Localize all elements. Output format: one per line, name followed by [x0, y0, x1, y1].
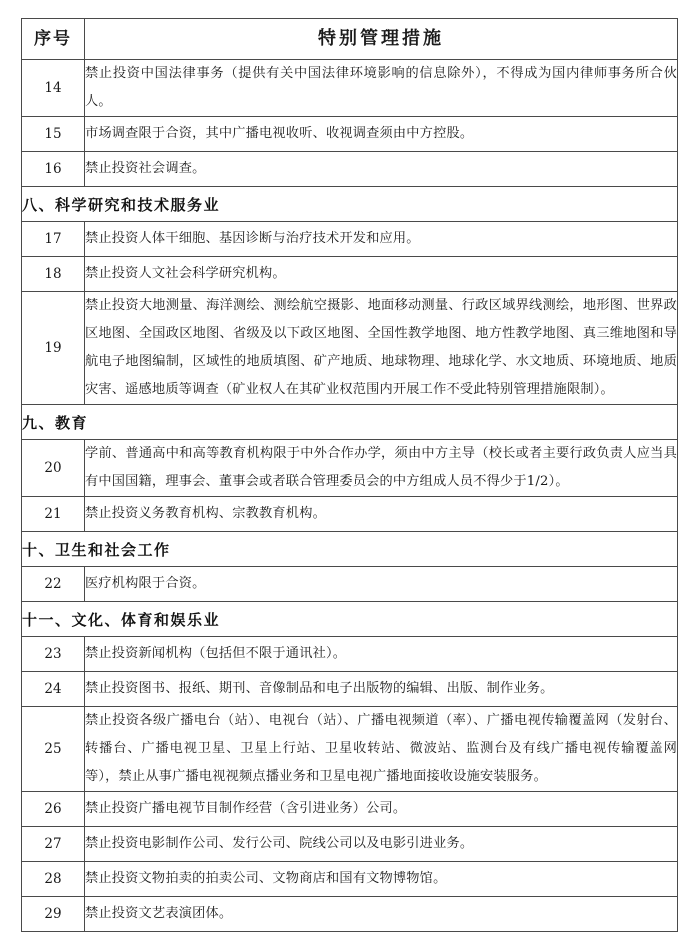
measure-text: 禁止投资社会调查。: [85, 152, 678, 187]
column-header-serial-number: 序号: [22, 19, 85, 60]
measure-text: 禁止投资人体干细胞、基因诊断与治疗技术开发和应用。: [85, 222, 678, 257]
section-header-cell: [22, 187, 678, 222]
measure-serial-number: 14: [22, 60, 85, 117]
table-row: [22, 292, 678, 405]
measure-serial-number: 15: [22, 117, 85, 152]
measure-text: 禁止投资大地测量、海洋测绘、测绘航空摄影、地面移动测量、行政区域界线测绘，地形图、世界政区地图、全国政区地图、省级及以下政区地图、全国性教学地图、地方性教学地图、真三维地图和导航电子地图编制，区域性的地质填图、矿产地质、地球物理、地球化学、水文地质、环境地质、地质灾害、遥感地质等调查（矿业权人在其矿业权范围内开展工作不受此特别管理措施限制）。: [85, 292, 678, 405]
section-title: 十、卫生和社会工作: [22, 540, 171, 559]
section-header-cell: [22, 405, 678, 440]
special-administrative-measures-table: [21, 18, 678, 932]
table-header-row: [22, 19, 678, 60]
measure-serial-number: 28: [22, 862, 85, 897]
table-row: [22, 792, 678, 827]
measure-serial-number: 25: [22, 707, 85, 792]
column-header-measure: 特别管理措施: [85, 19, 678, 60]
section-title: 九、教育: [22, 413, 89, 432]
measure-text: 禁止投资人文社会科学研究机构。: [85, 257, 678, 292]
measure-serial-number: 29: [22, 897, 85, 932]
measure-text: 禁止投资中国法律事务（提供有关中国法律环境影响的信息除外），不得成为国内律师事务所合伙人。: [85, 60, 678, 117]
table-row: [22, 827, 678, 862]
measure-text: 禁止投资新闻机构（包括但不限于通讯社）。: [85, 637, 678, 672]
measure-serial-number: 16: [22, 152, 85, 187]
table-row: [22, 440, 678, 497]
table-row: [22, 567, 678, 602]
section-header-row: [22, 405, 678, 440]
measure-text: 禁止投资电影制作公司、发行公司、院线公司以及电影引进业务。: [85, 827, 678, 862]
measure-text: 禁止投资图书、报纸、期刊、音像制品和电子出版物的编辑、出版、制作业务。: [85, 672, 678, 707]
section-header-cell: [22, 532, 678, 567]
measure-text: 学前、普通高中和高等教育机构限于中外合作办学，须由中方主导（校长或者主要行政负责人应当具有中国国籍，理事会、董事会或者联合管理委员会的中方组成人员不得少于1/2）。: [85, 440, 678, 497]
section-header-row: [22, 532, 678, 567]
table-body: [22, 60, 678, 932]
measure-text: 禁止投资义务教育机构、宗教教育机构。: [85, 497, 678, 532]
measure-text: 禁止投资广播电视节目制作经营（含引进业务）公司。: [85, 792, 678, 827]
measure-text: 禁止投资各级广播电台（站）、电视台（站）、广播电视频道（率）、广播电视传输覆盖网（发射台、转播台、广播电视卫星、卫星上行站、卫星收转站、微波站、监测台及有线广播电视传输覆盖网等），禁止从事广播电视视频点播业务和卫星电视广播地面接收设施安装服务。: [85, 707, 678, 792]
measure-serial-number: 21: [22, 497, 85, 532]
section-header-row: [22, 187, 678, 222]
measure-serial-number: 18: [22, 257, 85, 292]
table-header: [22, 19, 678, 60]
measure-serial-number: 27: [22, 827, 85, 862]
measure-text: 禁止投资文物拍卖的拍卖公司、文物商店和国有文物博物馆。: [85, 862, 678, 897]
measure-serial-number: 17: [22, 222, 85, 257]
table-row: [22, 222, 678, 257]
measure-text: 医疗机构限于合资。: [85, 567, 678, 602]
table-row: [22, 707, 678, 792]
section-title: 八、科学研究和技术服务业: [22, 195, 221, 214]
section-header-row: [22, 602, 678, 637]
table-row: [22, 897, 678, 932]
measure-serial-number: 23: [22, 637, 85, 672]
table-row: [22, 672, 678, 707]
section-header-cell: [22, 602, 678, 637]
table-row: [22, 257, 678, 292]
measure-serial-number: 19: [22, 292, 85, 405]
measure-text: 禁止投资文艺表演团体。: [85, 897, 678, 932]
table-row: [22, 60, 678, 117]
measure-text: 市场调查限于合资，其中广播电视收听、收视调查须由中方控股。: [85, 117, 678, 152]
measure-serial-number: 22: [22, 567, 85, 602]
table-row: [22, 152, 678, 187]
table-row: [22, 637, 678, 672]
measures-table-container: [21, 18, 677, 932]
measure-serial-number: 20: [22, 440, 85, 497]
table-row: [22, 862, 678, 897]
measure-serial-number: 24: [22, 672, 85, 707]
measure-serial-number: 26: [22, 792, 85, 827]
table-row: [22, 497, 678, 532]
section-title: 十一、文化、体育和娱乐业: [22, 610, 221, 629]
table-row: [22, 117, 678, 152]
